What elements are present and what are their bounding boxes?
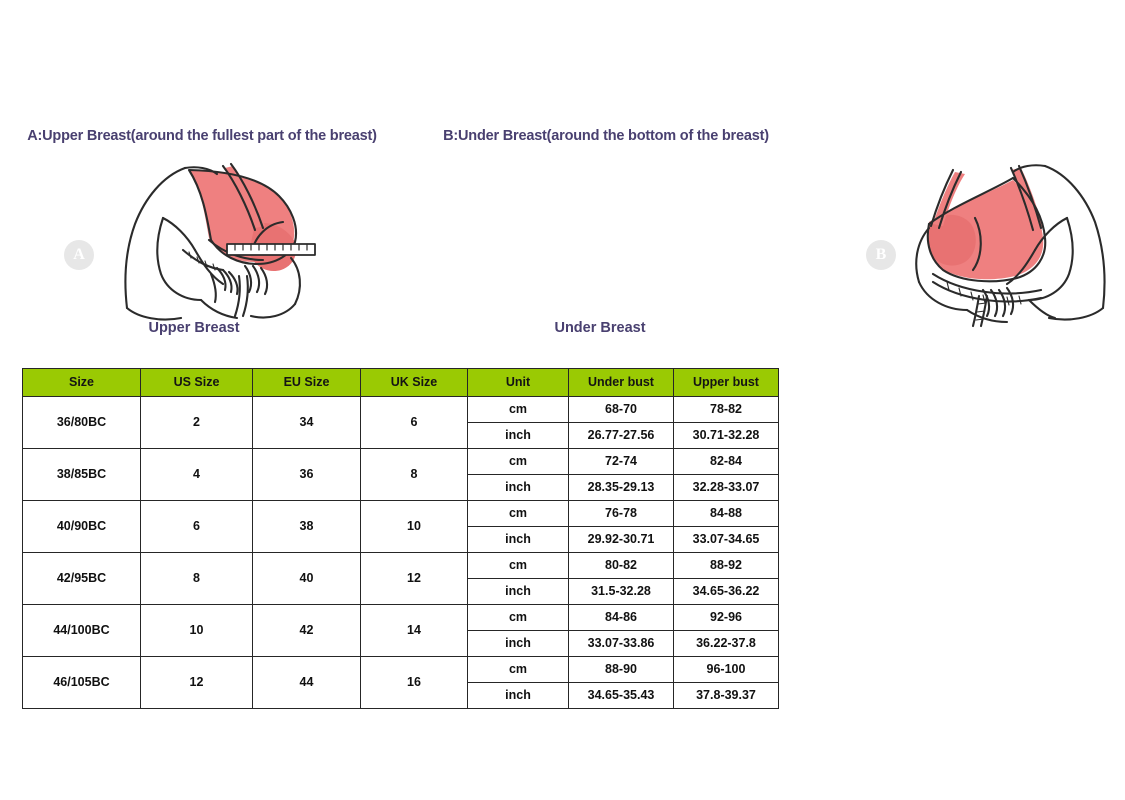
cell-upper-bust: 78-82: [674, 397, 779, 423]
cell-unit: cm: [468, 397, 569, 423]
cell-under-bust: 34.65-35.43: [569, 683, 674, 709]
cell-under-bust: 33.07-33.86: [569, 631, 674, 657]
panel-under-breast: [400, 0, 887, 352]
cell-us: 12: [141, 657, 253, 709]
cell-us: 4: [141, 449, 253, 501]
badge-a-icon: A: [64, 240, 94, 270]
cell-us: 2: [141, 397, 253, 449]
panel-heading-under: B:Under Breast(around the bottom of the breast): [443, 128, 769, 144]
table-row: [23, 605, 779, 631]
cell-us: 6: [141, 501, 253, 553]
cell-under-bust: 80-82: [569, 553, 674, 579]
header-upper-bust: Upper bust: [674, 369, 779, 397]
cell-under-bust: 29.92-30.71: [569, 527, 674, 553]
cell-unit: inch: [468, 579, 569, 605]
cell-unit: inch: [468, 527, 569, 553]
caption-upper-breast: Upper Breast: [148, 320, 240, 336]
header-eu-size: EU Size: [253, 369, 361, 397]
cell-upper-bust: 96-100: [674, 657, 779, 683]
cell-upper-bust: 30.71-32.28: [674, 423, 779, 449]
cell-upper-bust: 32.28-33.07: [674, 475, 779, 501]
cell-uk: 14: [361, 605, 468, 657]
cell-uk: 6: [361, 397, 468, 449]
header-us-size: US Size: [141, 369, 253, 397]
cell-uk: 8: [361, 449, 468, 501]
cell-eu: 36: [253, 449, 361, 501]
cell-under-bust: 68-70: [569, 397, 674, 423]
panel-heading-upper: A:Upper Breast(around the fullest part of the breast): [27, 128, 377, 144]
upper-breast-figure: [105, 158, 335, 326]
cell-upper-bust: 82-84: [674, 449, 779, 475]
cell-upper-bust: 34.65-36.22: [674, 579, 779, 605]
cell-eu: 42: [253, 605, 361, 657]
cell-size: 36/80BC: [23, 397, 141, 449]
cell-unit: inch: [468, 631, 569, 657]
cell-size: 46/105BC: [23, 657, 141, 709]
cell-size: 38/85BC: [23, 449, 141, 501]
cell-under-bust: 76-78: [569, 501, 674, 527]
cell-size: 44/100BC: [23, 605, 141, 657]
header-size: Size: [23, 369, 141, 397]
cell-upper-bust: 36.22-37.8: [674, 631, 779, 657]
table-row: [23, 657, 779, 683]
cell-unit: inch: [468, 475, 569, 501]
cell-unit: cm: [468, 501, 569, 527]
header-uk-size: UK Size: [361, 369, 468, 397]
badge-b-icon: B: [866, 240, 896, 270]
cell-upper-bust: 84-88: [674, 501, 779, 527]
measurement-illustrations: [0, 0, 887, 352]
cell-under-bust: 88-90: [569, 657, 674, 683]
cell-under-bust: 31.5-32.28: [569, 579, 674, 605]
cell-unit: inch: [468, 423, 569, 449]
cell-us: 10: [141, 605, 253, 657]
cell-eu: 40: [253, 553, 361, 605]
cell-size: 42/95BC: [23, 553, 141, 605]
header-unit: Unit: [468, 369, 569, 397]
cell-us: 8: [141, 553, 253, 605]
size-chart-table: [22, 368, 779, 709]
cell-under-bust: 84-86: [569, 605, 674, 631]
table-header-row: [23, 369, 779, 397]
cell-eu: 38: [253, 501, 361, 553]
cell-eu: 44: [253, 657, 361, 709]
table-row: [23, 449, 779, 475]
cell-under-bust: 26.77-27.56: [569, 423, 674, 449]
table-row: [23, 553, 779, 579]
header-under-bust: Under bust: [569, 369, 674, 397]
cell-unit: cm: [468, 553, 569, 579]
cell-uk: 16: [361, 657, 468, 709]
cell-uk: 12: [361, 553, 468, 605]
cell-uk: 10: [361, 501, 468, 553]
cell-eu: 34: [253, 397, 361, 449]
cell-upper-bust: 92-96: [674, 605, 779, 631]
table-row: [23, 501, 779, 527]
cell-unit: cm: [468, 449, 569, 475]
under-breast-figure: [895, 158, 1125, 326]
cell-unit: cm: [468, 605, 569, 631]
cell-under-bust: 72-74: [569, 449, 674, 475]
panel-upper-breast: [0, 0, 400, 352]
cell-upper-bust: 33.07-34.65: [674, 527, 779, 553]
caption-under-breast: Under Breast: [554, 320, 646, 336]
cell-upper-bust: 37.8-39.37: [674, 683, 779, 709]
cell-unit: inch: [468, 683, 569, 709]
size-chart-table-container: [22, 368, 778, 709]
cell-under-bust: 28.35-29.13: [569, 475, 674, 501]
cell-size: 40/90BC: [23, 501, 141, 553]
cell-upper-bust: 88-92: [674, 553, 779, 579]
cell-unit: cm: [468, 657, 569, 683]
table-row: [23, 397, 779, 423]
table-body: [23, 397, 779, 709]
